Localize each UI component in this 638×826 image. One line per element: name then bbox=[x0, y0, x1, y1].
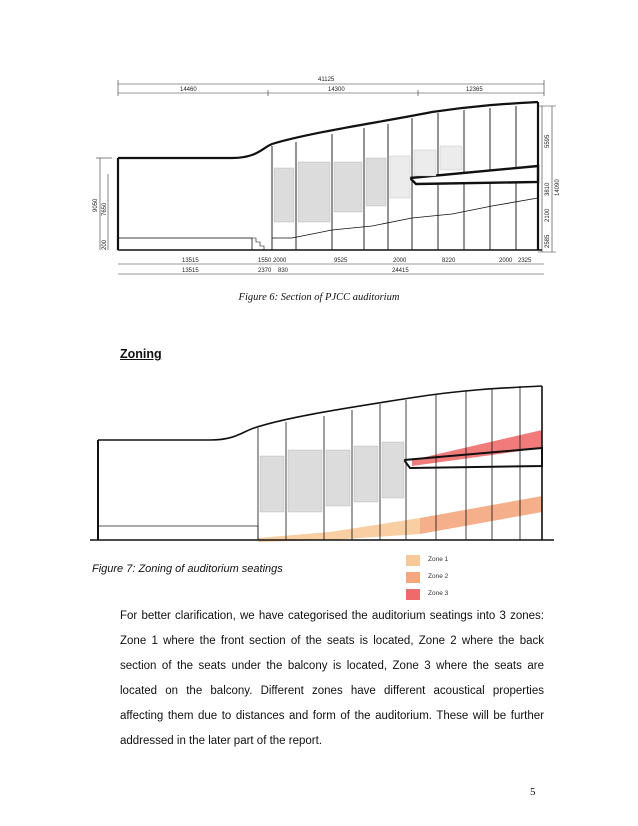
dim-top-a: 14460 bbox=[180, 87, 197, 93]
zone-3-area bbox=[412, 430, 542, 466]
dim-right-total: 14090 bbox=[555, 179, 561, 196]
dim-bottom-8: 2325 bbox=[518, 258, 532, 264]
dim-bottom-1: 13515 bbox=[182, 258, 199, 264]
body-paragraph: For better clarification, we have categorised the auditorium seatings into 3 zones: Zone 1 where the front section of the seats is located, Zone 2 where the back section of the seats under the balcony is located, Zone 3 where the seats are located on the balcony. Different zones have different acoustical properties affecting them due to distances and form of the auditorium. These will be further addressed in the later part of the report. bbox=[120, 610, 544, 747]
dim-left-b: 7650 bbox=[102, 202, 108, 216]
dim-bottom-3: 2000 bbox=[273, 258, 287, 264]
legend-label-zone-1: Zone 1 bbox=[428, 556, 449, 563]
dim-bottom-12: 24415 bbox=[392, 268, 409, 274]
legend-zone-2 bbox=[406, 572, 526, 583]
dim-left-a: 9050 bbox=[93, 198, 99, 212]
dim-top-b: 14300 bbox=[328, 87, 345, 93]
zoning-drawing bbox=[90, 376, 554, 546]
dim-bottom-11: 830 bbox=[278, 268, 289, 274]
dim-bottom-10: 2370 bbox=[258, 268, 272, 274]
legend-zone-1 bbox=[406, 555, 526, 566]
dim-bottom-6: 8220 bbox=[442, 258, 456, 264]
dim-right-b: 3810 bbox=[545, 182, 551, 196]
dim-bottom-4: 9525 bbox=[334, 258, 348, 264]
zone-1-area bbox=[258, 518, 420, 542]
legend-zone-3 bbox=[406, 589, 526, 600]
section-drawing bbox=[82, 66, 562, 280]
dim-right-a: 5595 bbox=[545, 134, 551, 148]
dim-overall: 41125 bbox=[318, 77, 335, 83]
legend-swatch-zone-1 bbox=[406, 555, 420, 566]
dim-right-d: 2585 bbox=[545, 234, 551, 248]
dim-top-c: 12365 bbox=[466, 87, 483, 93]
page-number: 5 bbox=[530, 786, 536, 798]
dim-bottom-9: 13515 bbox=[182, 268, 199, 274]
dim-left-c: 200 bbox=[102, 239, 108, 250]
dim-bottom-7: 2000 bbox=[499, 258, 513, 264]
zone-2-area bbox=[420, 496, 542, 534]
dim-right-c: 2100 bbox=[545, 208, 551, 222]
legend-label-zone-3: Zone 3 bbox=[428, 590, 449, 597]
figure-7-caption: Figure 7: Zoning of auditorium seatings bbox=[92, 563, 283, 575]
zoning-heading: Zoning bbox=[120, 347, 162, 361]
dim-bottom-2: 1550 bbox=[258, 258, 272, 264]
legend-label-zone-2: Zone 2 bbox=[428, 573, 449, 580]
legend-swatch-zone-3 bbox=[406, 589, 420, 600]
legend-swatch-zone-2 bbox=[406, 572, 420, 583]
figure-6-caption: Figure 6: Section of PJCC auditorium bbox=[238, 292, 400, 303]
dim-bottom-5: 2000 bbox=[393, 258, 407, 264]
